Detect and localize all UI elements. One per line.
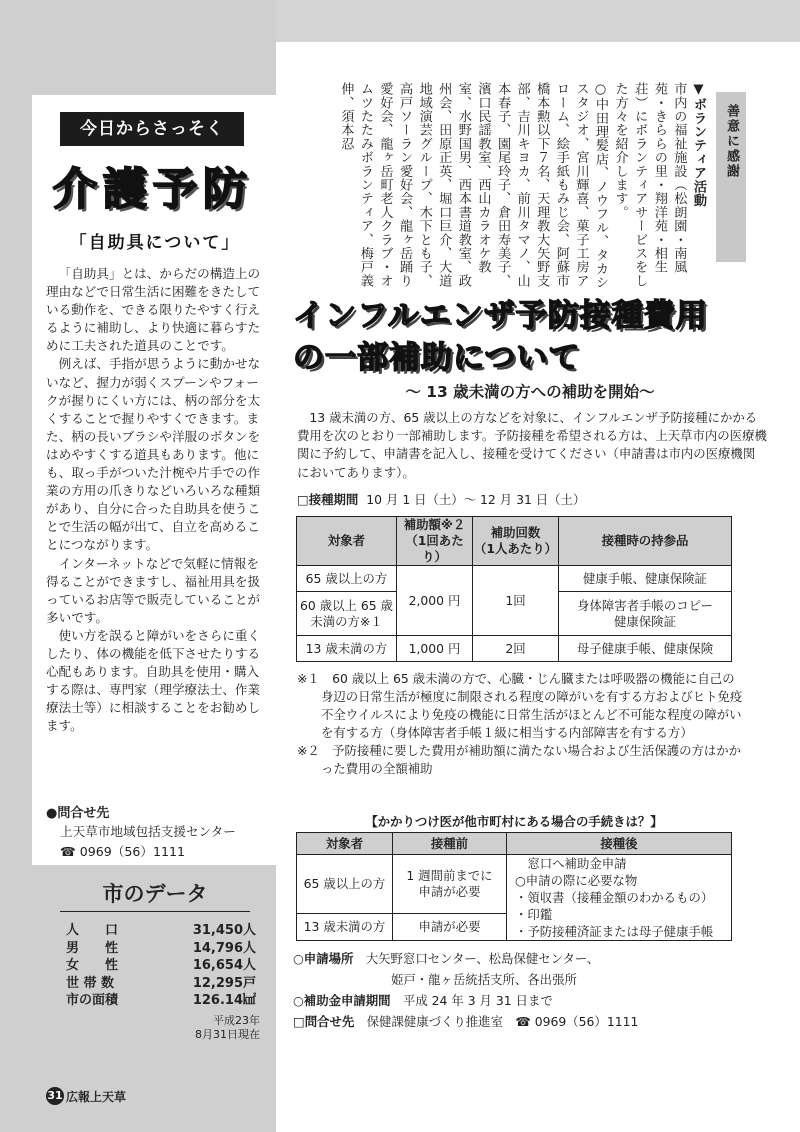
data-label: 女 性	[66, 958, 119, 973]
flu-title-line1: インフルエンザ予防接種費用	[293, 298, 708, 334]
col-header: 対象者	[297, 517, 397, 566]
body-paragraph: インターネットなどで気軽に情報を得ることができますし、福祉用具を扱っているお店等で販売していることが多いです。	[46, 555, 261, 625]
publication-name: 広報上天草	[66, 1089, 127, 1104]
after-line: ・領収書（接種金額のわかるもの）	[515, 890, 714, 905]
after-line: ・印鑑	[515, 907, 553, 922]
body-paragraph: 例えば、手指が思うように動かせないなど、握力が弱くスプーンやフォークが握りにくい方には、柄の部分を太くすることで握りやすくできます。また、柄の長いブラシや洋服のボタンをはめやすくする道具もあります。他にも、取っ手がついた汁椀や片手での作業の方用の爪きりなどいろいろな種類があり、自分に合った自助具を使うことで生活の幅が出て、自立を高めることにつながります。	[46, 356, 261, 553]
volunteer-intro: 市内の福祉施設（松朗園・南風苑・きららの里・翔洋苑・相生荘）にボランティアサービスをした方々を紹介します。	[612, 82, 687, 288]
table-cell: 1,000 円	[397, 636, 473, 662]
application-info	[293, 948, 638, 1032]
volunteer-heading: ▼ボランティア活動	[691, 82, 706, 208]
body-paragraph: 使い方を誤ると障がいをさらに重くしたり、体の機能を低下させたりする心配もあります。自助具を使用・購入する際は、専門家（理学療法士、作業療法士等）に相談することをお勧めします。	[46, 627, 261, 734]
table-row	[66, 975, 256, 993]
flu-contact	[293, 1011, 638, 1032]
city-data-title: 市のデータ	[60, 878, 250, 912]
footnotes	[297, 670, 743, 778]
table-row	[297, 855, 732, 914]
table-header-row	[297, 833, 732, 855]
data-value: 16,654人	[192, 958, 256, 973]
care-prevention-title: 介護予防	[53, 164, 253, 215]
section-label: 今日からさっそく	[60, 112, 244, 146]
table-row	[297, 566, 732, 592]
city-data-table	[66, 922, 256, 1010]
info-label: ○補助金申請期間	[293, 993, 391, 1008]
table-cell: 身体障害者手帳のコピー 健康保険証	[559, 592, 732, 636]
table-row	[66, 992, 256, 1010]
table-row	[66, 940, 256, 958]
top-gray-band	[276, 0, 800, 42]
table-row	[66, 957, 256, 975]
table-cell: 申請が必要	[393, 913, 507, 940]
application-place	[293, 948, 638, 969]
application-deadline	[293, 990, 638, 1011]
col-header: 接種後	[507, 833, 732, 855]
period-label: □接種期間	[297, 492, 359, 507]
contact-phone: ☎ 0969（56）1111	[515, 1014, 639, 1029]
table-cell: 13 歳未満の方	[297, 913, 393, 940]
contact-heading: ●問合せ先	[46, 806, 110, 821]
table-cell: 1回	[473, 566, 559, 636]
table-header-row	[297, 517, 732, 566]
volunteer-text	[288, 82, 708, 292]
info-value: 保健課健康づくり推進室	[366, 1014, 503, 1029]
contact-org: 上天草市地域包括支援センター	[60, 824, 236, 839]
table-cell: 1 週間前までに 申請が必要	[393, 855, 507, 914]
flu-intro: 13 歳未満の方、65 歳以上の方などを対象に、インフルエンザ予防接種にかかる費用を次のとおり一部補助します。予防接種を希望される方は、上天草市内の医療機関に予約して、申請書を記入し、接種を受けてください（申請書は市内の医療機関においてあります）。	[297, 410, 767, 480]
info-label: ○申請場所	[293, 951, 354, 966]
application-place-cont: 姫戸・龍ヶ岳統括支所、各出張所	[391, 972, 577, 987]
period-value: 10 月 1 日（土）～ 12 月 31 日（土）	[366, 492, 586, 507]
page-number: 31	[46, 1087, 64, 1105]
data-date-line: 8月31日現在	[195, 1028, 260, 1041]
self-help-subtitle: 「自助具について」	[69, 233, 241, 253]
table-cell: 13 歳未満の方	[297, 636, 397, 662]
data-date-note	[150, 1014, 260, 1042]
table-cell: 2,000 円	[397, 566, 473, 636]
thanks-badge: 善意に感謝	[716, 92, 746, 262]
table-cell: 母子健康手帳、健康保険	[559, 636, 732, 662]
info-value: 大矢野窓口センター、松島保健センター、	[365, 951, 600, 966]
table-row	[66, 922, 256, 940]
col-header: 対象者	[297, 833, 393, 855]
data-value: 14,796人	[192, 940, 256, 956]
table-cell: 60 歳以上 65 歳未満の方※１	[297, 592, 397, 636]
table-cell: 2回	[473, 636, 559, 662]
flu-subtitle: ～ 13 歳未満の方への補助を開始～	[405, 383, 655, 401]
info-label: □問合せ先	[293, 1014, 355, 1029]
contact-phone: ☎ 0969（56）1111	[60, 844, 186, 859]
volunteer-list: ○中田理髪店、ノウフル、タカシスタジオ、宮川輝喜、菓子工房アローム、絵手紙もみじ会、阿蘇市橋本勲以下７名、天理教大矢野支部、吉川キヨカ、前川タマノ、山本春子、園尾玲子、倉田寿美子、濱口民謡教室、西山カラオケ教室、水野国男、西本書道教室、政州会、田原正英、堀口巨介、大道地域演芸グループ、木下とも子、高戸ソーラン愛好会、龍ヶ岳踊り愛好会、龍ヶ岳町老人クラブ・オムツたたみボランティア、梅戸義伸、須本忍	[338, 82, 609, 290]
col-header: 接種前	[393, 833, 507, 855]
procedure-table-caption: 【かかりつけ医が他市町村にある場合の手続きは？】	[365, 814, 663, 829]
table-cell: 65 歳以上の方	[297, 855, 393, 914]
data-value: 12,295戸	[192, 975, 256, 991]
info-value: 平成 24 年 3 月 31 日まで	[402, 993, 553, 1008]
data-label: 世 帯 数	[66, 975, 115, 991]
col-header: 接種時の持参品	[559, 517, 732, 566]
body-paragraph: 「自助具」とは、からだの構造上の理由などで日常生活に困難をきたしている動作を、できる限りたやすく行えるように補助し、より快適に暮らすために工夫された道具のことです。	[46, 266, 261, 354]
col-header: 補助額※２ （1回あたり）	[397, 517, 473, 566]
self-help-body	[46, 265, 268, 735]
data-value: 126.14㎢	[192, 993, 256, 1008]
data-label: 市の面積	[66, 993, 119, 1008]
data-label: 人 口	[66, 923, 119, 938]
page-footer	[46, 1087, 126, 1105]
after-line: 窓口へ補助金申請	[515, 856, 627, 871]
after-line: ○申請の際に必要な物	[515, 873, 638, 888]
subsidy-table	[296, 516, 732, 662]
table-cell: 65 歳以上の方	[297, 566, 397, 592]
footnote-1: ※１ 60 歳以上 65 歳未満の方で、心臓・じん臓または呼吸器の機能に自己の身辺の日常生活が極度に制限される程度の障がいを有する方およびヒト免疫不全ウイルスにより免疫の機能に日常生活がほとんど不可能な程度の障がいを有する方（身体障害者手帳１級に相当する内部障害を有する方）	[297, 671, 743, 740]
table-cell: 健康手帳、健康保険証	[559, 566, 732, 592]
after-vaccination-cell	[507, 855, 732, 941]
data-label: 男 性	[66, 940, 119, 956]
procedure-table	[296, 832, 732, 941]
data-value: 31,450人	[192, 923, 256, 938]
after-line: ・予防接種済証または母子健康手帳	[515, 924, 714, 939]
table-row	[297, 636, 732, 662]
data-date-line: 平成23年	[213, 1014, 260, 1027]
col-header: 補助回数 （1人あたり）	[473, 517, 559, 566]
vaccination-period	[297, 490, 585, 508]
footnote-2: ※２ 予防接種に要した費用が補助額に満たない場合および生活保護の方はかかった費用の全額補助	[297, 743, 742, 776]
flu-title-line2: の一部補助について	[293, 340, 581, 376]
